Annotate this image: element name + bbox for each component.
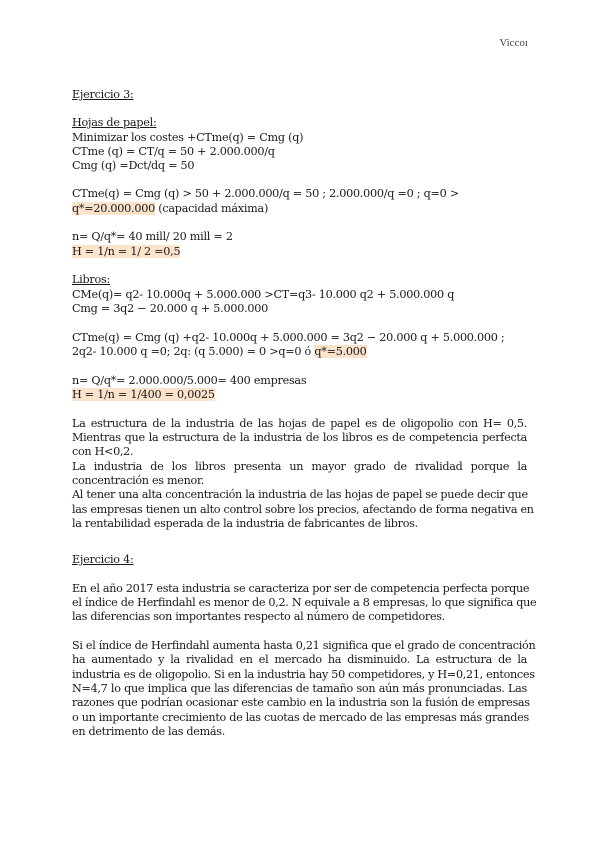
conclusion-line: La industria de los libros presenta un mayor grado de rivalidad porque la [72,460,527,473]
ex4-paragraph-2-line: Si el índice de Herfindahl aumenta hasta 0,21 significa que el grado de concentración [72,639,536,652]
paper-qstar-highlight: q*=20.000.000 [72,202,155,215]
paper-line-4: CTme(q) = Cmg (q) > 50 + 2.000.000/q = 50 ; 2.000.000/q =0 ; q=0 > [72,187,459,200]
paper-line-1: Minimizar los costes +CTme(q) = Cmg (q) [72,131,304,144]
paper-section-title: Hojas de papel: [72,116,157,129]
ex4-paragraph-2-line: o un importante crecimiento de las cuotas de mercado de las empresas más grandes [72,711,529,724]
books-h-highlight: H = 1/n = 1/400 = 0,0025 [72,388,215,401]
exercise-4-title: Ejercicio 4: [72,553,134,566]
conclusion-line: concentración es menor. [72,474,205,487]
ex4-paragraph-2-line: ha aumentado y la rivalidad en el mercado ha disminuido. La estructura de la [72,653,527,666]
paper-line-3: Cmg (q) =Dct/dq = 50 [72,159,195,172]
paper-line-2: CTme (q) = CT/q = 50 + 2.000.000/q [72,145,275,158]
books-line-1: CMe(q)= q2- 10.000q + 5.000.000 >CT=q3- 10.000 q2 + 5.000.000 q [72,288,455,301]
books-line-6 [72,388,215,402]
books-qstar-highlight: q*=5.000 [314,345,367,358]
ex4-paragraph-1-line: En el año 2017 esta industria se caracteriza por ser de competencia perfecta porque [72,582,530,595]
paper-line-5 [72,202,268,216]
page-header-tag: Viccoı [499,37,528,49]
conclusion-line: con H<0,2. [72,445,134,458]
conclusion-line: Al tener una alta concentración la industria de las hojas de papel se puede decir que [72,488,528,501]
books-line-2: Cmg = 3q2 − 20.000 q + 5.000.000 [72,302,268,315]
ex4-paragraph-1-line: las diferencias son importantes respecto al número de competidores. [72,610,445,623]
paper-line-7 [72,245,180,259]
conclusion-line: Mientras que la estructura de la industria de los libros es de competencia perfecta [72,431,527,444]
paper-h-highlight: H = 1/n = 1/ 2 =0,5 [72,245,181,258]
conclusion-line: las empresas tienen un alto control sobre los precios, afectando de forma negativa en [72,503,534,516]
books-line-4 [72,345,367,359]
conclusion-line: La estructura de la industria de las hojas de papel es de oligopolio con H= 0,5. [72,417,527,430]
books-line-5: n= Q/q*= 2.000.000/5.000= 400 empresas [72,374,307,387]
ex4-paragraph-2-line: N=4,7 lo que implica que las diferencias de tamaño son aún más pronunciadas. Las [72,682,527,695]
books-line-4-text: 2q2- 10.000 q =0; 2q: (q 5.000) = 0 >q=0 ó [72,345,315,358]
books-line-3: CTme(q) = Cmg (q) +q2- 10.000q + 5.000.000 = 3q2 − 20.000 q + 5.000.000 ; [72,331,505,344]
paper-line-5-rest: (capacidad máxima) [154,202,269,215]
paper-line-6: n= Q/q*= 40 mill/ 20 mill = 2 [72,230,233,243]
exercise-3-title: Ejercicio 3: [72,88,134,101]
ex4-paragraph-2-line: en detrimento de las demás. [72,725,225,738]
ex4-paragraph-2-line: razones que podrían ocasionar este cambio en la industria son la fusión de empresas [72,696,530,709]
books-section-title: Libros: [72,273,111,286]
ex4-paragraph-1-line: el índice de Herfindahl es menor de 0,2. N equivale a 8 empresas, lo que significa que [72,596,537,609]
conclusion-line: la rentabilidad esperada de la industria de fabricantes de libros. [72,517,418,530]
ex4-paragraph-2-line: industria es de oligopolio. Si en la industria hay 50 competidores, y H=0,21, entonces [72,668,535,681]
